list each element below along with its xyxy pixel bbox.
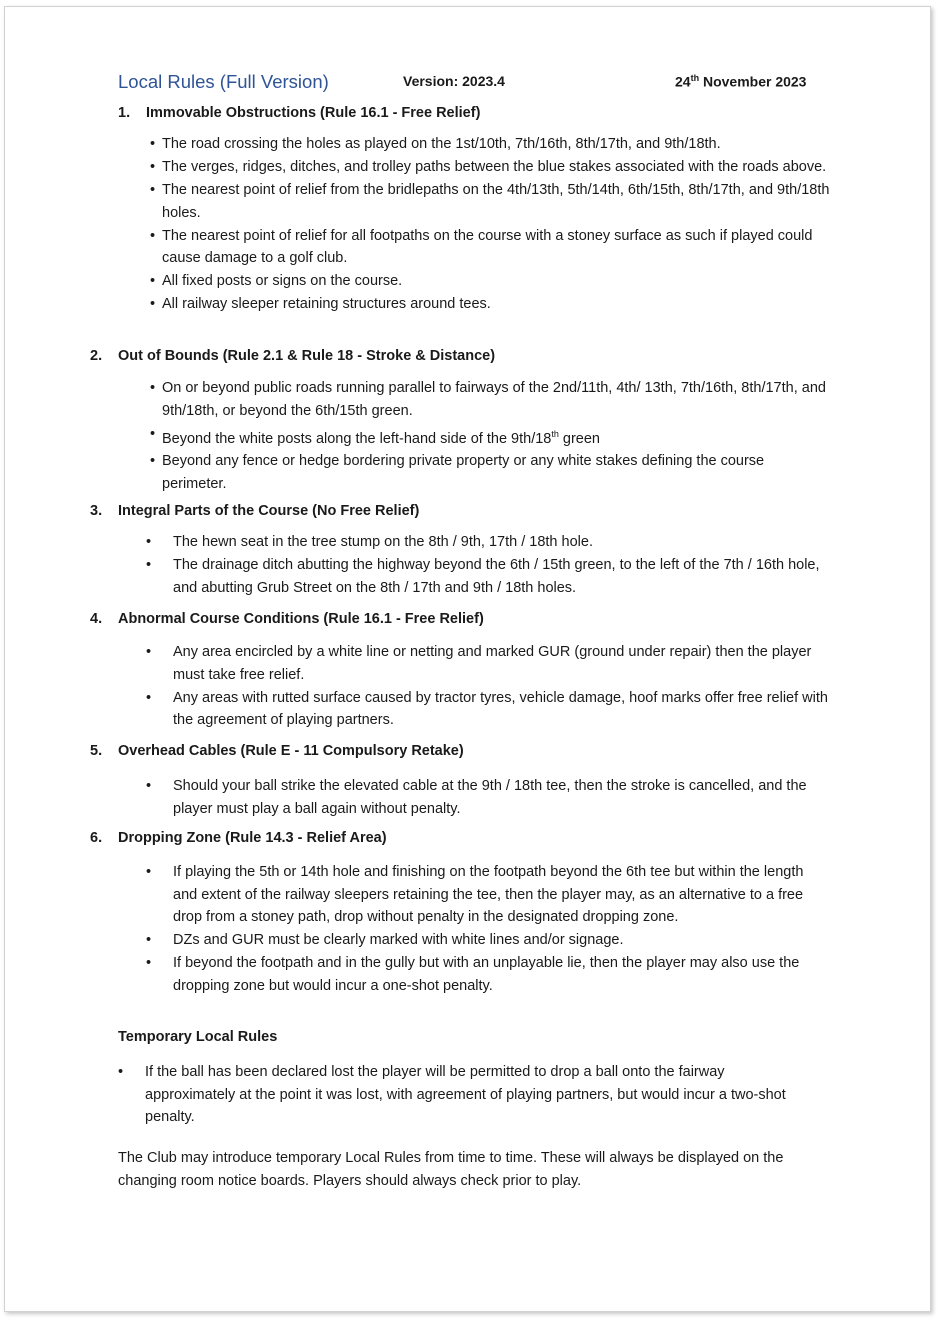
list-item: • Should your ball strike the elevated cable at the 9th / 18th tee, then the stroke is cancelled, and the player must play a ball again without penalty. (173, 775, 833, 820)
list-item: • Any areas with rutted surface caused by tractor tyres, vehicle damage, hoof marks offer free relief with the agreement of playing partners. (173, 687, 833, 732)
section-list (162, 377, 830, 496)
section-heading: 6. Dropping Zone (Rule 14.3 - Relief Area) (90, 830, 387, 846)
list-item: • If the ball has been declared lost the player will be permitted to drop a ball onto the fairway approximately at the point it was lost, with agreement of playing partners, but would incur a two-shot penalty. (145, 1061, 805, 1129)
closing-paragraph: The Club may introduce temporary Local Rules from time to time. These will always be displayed on the changing room notice boards. Players should always check prior to play. (118, 1150, 784, 1189)
section-list (173, 641, 833, 732)
section-heading: 1. Immovable Obstructions (Rule 16.1 - Free Relief) (118, 105, 481, 121)
section-list (173, 861, 813, 998)
section-list (145, 1061, 805, 1129)
list-item: • The verges, ridges, ditches, and trolley paths between the blue stakes associated with the roads above. (162, 156, 832, 179)
list-item: • The road crossing the holes as played on the 1st/10th, 7th/16th, 8th/17th, and 9th/18th. (162, 133, 832, 156)
section-heading: 4. Abnormal Course Conditions (Rule 16.1 - Free Relief) (90, 611, 484, 627)
section-heading: 2. Out of Bounds (Rule 2.1 & Rule 18 - Stroke & Distance) (90, 348, 496, 364)
list-item: • The hewn seat in the tree stump on the 8th / 9th, 17th / 18th hole. (173, 531, 833, 554)
temporary-rules-heading: Temporary Local Rules (118, 1029, 278, 1045)
list-item: • On or beyond public roads running parallel to fairways of the 2nd/11th, 4th/ 13th, 7th/16th, 8th/17th, and 9th/18th, or beyond the 6th/15th green. (162, 377, 830, 422)
list-item: • If playing the 5th or 14th hole and finishing on the footpath beyond the 6th tee but within the length and extent of the railway sleepers retaining the tee, then the player may, as an alternative to a free drop from a stoney path, drop without penalty in the designated dropping zone. (173, 861, 813, 929)
section-list (173, 531, 833, 600)
list-item: • Beyond the white posts along the left-hand side of the 9th/18th green (162, 423, 830, 450)
list-item: • Any area encircled by a white line or netting and marked GUR (ground under repair) then the player must take free relief. (173, 641, 833, 686)
section-heading: 3. Integral Parts of the Course (No Free Relief) (90, 503, 420, 519)
list-item: • All fixed posts or signs on the course. (162, 270, 832, 293)
list-item: • If beyond the footpath and in the gully but with an unplayable lie, then the player may also use the dropping zone but would incur a one-shot penalty. (173, 952, 813, 997)
list-item: • The nearest point of relief from the bridlepaths on the 4th/13th, 5th/14th, 6th/15th, 8th/17th, and 9th/18th holes. (162, 179, 832, 224)
section-list (162, 133, 832, 316)
document-title: Local Rules (Full Version) (118, 71, 329, 92)
document-page (4, 6, 931, 1312)
section-list (173, 775, 833, 821)
document-header (5, 71, 930, 101)
list-item: • Beyond any fence or hedge bordering private property or any white stakes defining the course perimeter. (162, 450, 830, 495)
document-date: 24th November 2023 (675, 73, 807, 90)
list-item: • The nearest point of relief for all footpaths on the course with a stoney surface as such if played could cause damage to a golf club. (162, 225, 832, 270)
list-item: • All railway sleeper retaining structures around tees. (162, 293, 832, 316)
version-label: Version: 2023.4 (403, 73, 505, 89)
list-item: • DZs and GUR must be clearly marked with white lines and/or signage. (173, 929, 813, 952)
section-heading: 5. Overhead Cables (Rule E - 11 Compulsory Retake) (90, 743, 464, 759)
list-item: • The drainage ditch abutting the highway beyond the 6th / 15th green, to the left of the 7th / 16th hole, and abutting Grub Street on the 8th / 17th and 9th / 18th holes. (173, 554, 833, 599)
